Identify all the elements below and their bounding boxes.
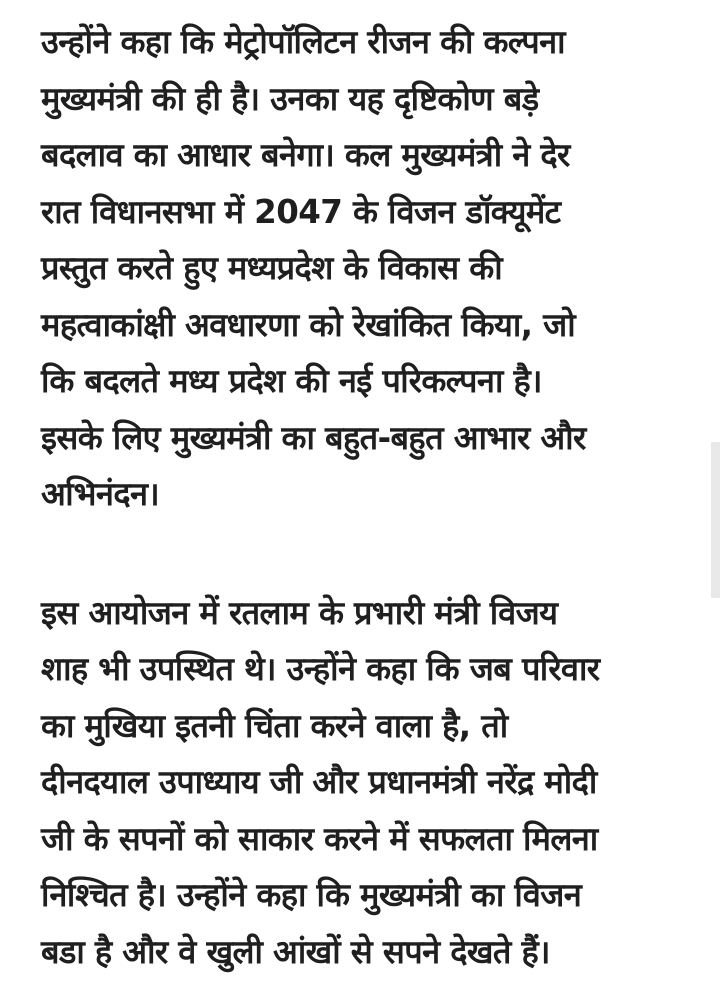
text-line: उन्होंने कहा कि मेट्रोपॉलिटन रीजन की कल्पना bbox=[41, 23, 565, 61]
text-line: अभिनंदन। bbox=[41, 475, 160, 513]
text-line: निश्चित है। उन्होंने कहा कि मुख्यमंत्री का विजन bbox=[41, 876, 582, 914]
paragraph-gap bbox=[41, 523, 681, 585]
text-line: बदलाव का आधार बनेगा। कल मुख्यमंत्री ने देर bbox=[41, 136, 570, 174]
text-line: दीनदयाल उपाध्याय जी और प्रधानमंत्री नरेंद्र मोदी bbox=[41, 763, 597, 801]
text-line: मुख्यमंत्री की ही है। उनका यह दृष्टिकोण बड़े bbox=[41, 79, 539, 118]
paragraph-1 bbox=[41, 14, 681, 523]
text-line: प्रस्तुत करते हुए मध्यप्रदेश के विकास की bbox=[41, 249, 503, 287]
paragraph-2 bbox=[41, 585, 681, 981]
text-line: रात विधानसभा में 2047 के विजन डॉक्यूमेंट bbox=[41, 192, 561, 231]
text-line: जी के सपनों को साकार करने में सफलता मिलना bbox=[41, 819, 598, 858]
text-line: महत्वाकांक्षी अवधारणा को रेखांकित किया, जो bbox=[41, 305, 576, 344]
text-line: इसके लिए मुख्यमंत्री का बहुत-बहुत आभार और bbox=[41, 418, 586, 457]
text-line: शाह भी उपस्थित थे। उन्होंने कहा कि जब परिवार bbox=[41, 650, 600, 688]
text-line: बडा है और वे खुली आंखों से सपने देखते हैं। bbox=[41, 932, 550, 971]
article-body bbox=[41, 14, 681, 980]
text-line: का मुखिया इतनी चिंता करने वाला है, तो bbox=[41, 706, 508, 745]
scrollbar[interactable] bbox=[711, 442, 720, 598]
text-line: कि बदलते मध्य प्रदेश की नई परिकल्पना है। bbox=[41, 362, 542, 400]
text-line: इस आयोजन में रतलाम के प्रभारी मंत्री विजय bbox=[41, 593, 558, 632]
